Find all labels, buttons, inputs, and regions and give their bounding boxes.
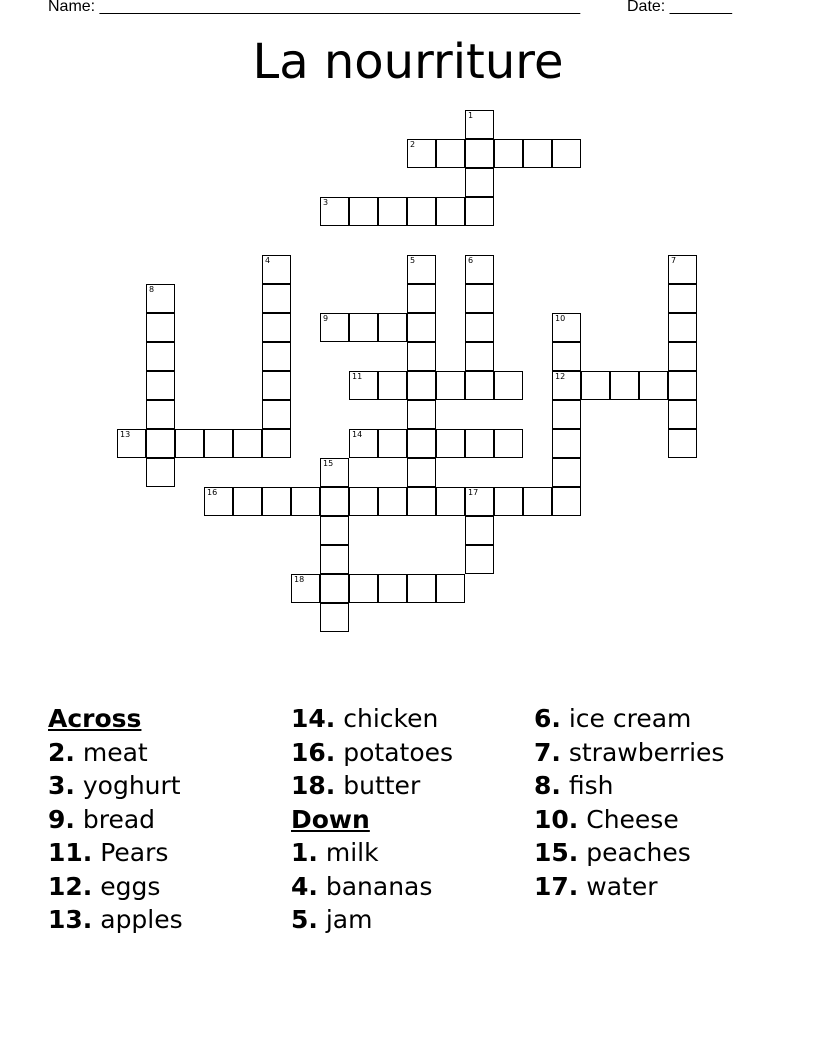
clue-column-3 <box>534 702 724 903</box>
crossword-cell[interactable] <box>262 313 291 342</box>
clue-item-number: 16. <box>291 737 336 767</box>
clue-item-text: strawberries <box>560 737 725 767</box>
crossword-cell[interactable] <box>204 429 233 458</box>
crossword-cell[interactable] <box>349 197 378 226</box>
crossword-cell[interactable] <box>465 545 494 574</box>
clue-number-4: 4 <box>265 256 271 265</box>
clue-item-number: 6. <box>534 704 561 733</box>
crossword-cell[interactable] <box>436 139 465 168</box>
crossword-cell[interactable] <box>436 574 465 603</box>
clue-item-number: 10. <box>534 804 579 834</box>
clue-item-text: water <box>578 871 658 901</box>
crossword-cell[interactable] <box>349 313 378 342</box>
crossword-cell[interactable] <box>407 342 436 371</box>
crossword-cell[interactable] <box>320 197 349 226</box>
crossword-cell[interactable] <box>349 487 378 516</box>
crossword-cell[interactable] <box>262 255 291 284</box>
crossword-cell[interactable] <box>175 429 204 458</box>
clue-item <box>291 736 453 770</box>
crossword-cell[interactable] <box>320 574 349 603</box>
crossword-cell[interactable] <box>610 371 639 400</box>
crossword-cell[interactable] <box>552 313 581 342</box>
clue-item-number: 9. <box>48 804 75 834</box>
crossword-cell[interactable] <box>320 545 349 574</box>
clue-item-number: 17. <box>534 871 579 901</box>
clue-number-13: 13 <box>120 430 131 439</box>
crossword-cell[interactable] <box>378 487 407 516</box>
name-field-label: Name: ______________________________________________________ <box>48 0 581 15</box>
clue-number-15: 15 <box>323 459 334 468</box>
clue-number-8: 8 <box>149 285 155 294</box>
crossword-cell[interactable] <box>407 255 436 284</box>
clue-item-text: fish <box>560 771 614 800</box>
clue-item-text: bananas <box>317 871 433 901</box>
clue-item-text: jam <box>317 905 373 934</box>
clue-item-number: 11. <box>48 838 93 867</box>
clue-item <box>291 903 453 937</box>
crossword-cell[interactable] <box>378 371 407 400</box>
clue-number-3: 3 <box>323 198 329 207</box>
crossword-cell[interactable] <box>668 342 697 371</box>
clue-number-6: 6 <box>468 256 474 265</box>
clue-item <box>48 736 183 770</box>
crossword-cell[interactable] <box>668 313 697 342</box>
clue-item <box>48 870 183 904</box>
crossword-cell[interactable] <box>436 371 465 400</box>
crossword-cell[interactable] <box>552 458 581 487</box>
clue-item-number: 2. <box>48 737 75 767</box>
crossword-cell[interactable] <box>552 429 581 458</box>
crossword-cell[interactable] <box>494 487 523 516</box>
crossword-cell[interactable] <box>668 255 697 284</box>
crossword-cell[interactable] <box>465 429 494 458</box>
clue-item-number: 3. <box>48 771 75 800</box>
crossword-cell[interactable] <box>146 400 175 429</box>
clue-item-text: yoghurt <box>74 771 181 800</box>
crossword-cell[interactable] <box>494 371 523 400</box>
clue-item-number: 13. <box>48 905 93 934</box>
crossword-cell[interactable] <box>262 342 291 371</box>
clue-item-text: bread <box>74 804 156 834</box>
clue-item-number: 5. <box>291 905 318 934</box>
crossword-cell[interactable] <box>465 284 494 313</box>
crossword-cell[interactable] <box>668 429 697 458</box>
crossword-cell[interactable] <box>407 197 436 226</box>
crossword-cell[interactable] <box>262 284 291 313</box>
crossword-cell[interactable] <box>146 458 175 487</box>
crossword-cell[interactable] <box>233 429 262 458</box>
date-field-label: Date: _______ <box>627 0 732 15</box>
clue-item-text: meat <box>74 737 148 767</box>
crossword-cell[interactable] <box>407 139 436 168</box>
clue-item <box>534 870 724 904</box>
clue-number-1: 1 <box>468 111 474 120</box>
crossword-cell[interactable] <box>465 255 494 284</box>
crossword-cell[interactable] <box>465 342 494 371</box>
crossword-cell[interactable] <box>523 139 552 168</box>
clue-item-text: eggs <box>92 871 161 901</box>
clue-item-text: ice cream <box>560 704 692 733</box>
clue-number-17: 17 <box>468 488 479 497</box>
clue-item <box>291 702 453 736</box>
crossword-cell[interactable] <box>436 487 465 516</box>
clue-item <box>48 803 183 837</box>
crossword-cell[interactable] <box>378 574 407 603</box>
clue-item-number: 14. <box>291 704 336 733</box>
crossword-cell[interactable] <box>465 371 494 400</box>
clue-item-text: milk <box>317 838 379 867</box>
crossword-cell[interactable] <box>320 516 349 545</box>
clue-column-1 <box>48 702 183 937</box>
crossword-cell[interactable] <box>378 197 407 226</box>
crossword-cell[interactable] <box>262 371 291 400</box>
clue-item-text: apples <box>92 905 183 934</box>
crossword-cell[interactable] <box>552 400 581 429</box>
crossword-cell[interactable] <box>494 139 523 168</box>
crossword-cell[interactable] <box>320 313 349 342</box>
crossword-cell[interactable] <box>581 371 610 400</box>
crossword-cell[interactable] <box>494 429 523 458</box>
page-title: La nourriture <box>252 34 564 90</box>
clue-item-number: 12. <box>48 871 93 901</box>
clue-number-16: 16 <box>207 488 218 497</box>
crossword-cell[interactable] <box>262 400 291 429</box>
clue-number-5: 5 <box>410 256 416 265</box>
clue-item <box>48 769 183 803</box>
crossword-cell[interactable] <box>146 342 175 371</box>
crossword-cell[interactable] <box>668 284 697 313</box>
crossword-cell[interactable] <box>436 429 465 458</box>
across-heading: Across <box>48 704 142 733</box>
crossword-cell[interactable] <box>552 342 581 371</box>
clue-item-text: butter <box>335 771 421 800</box>
clue-item <box>534 769 724 803</box>
crossword-cell[interactable] <box>320 458 349 487</box>
clue-item <box>291 769 453 803</box>
clue-item-text: Pears <box>92 838 169 867</box>
crossword-cell[interactable] <box>262 429 291 458</box>
clue-item-number: 15. <box>534 838 579 867</box>
clue-number-2: 2 <box>410 140 416 149</box>
clue-item-number: 1. <box>291 838 318 867</box>
clue-item <box>291 870 453 904</box>
clue-number-11: 11 <box>352 372 363 381</box>
clue-number-12: 12 <box>555 372 566 381</box>
clue-number-10: 10 <box>555 314 566 323</box>
crossword-cell[interactable] <box>349 371 378 400</box>
crossword-cell[interactable] <box>465 110 494 139</box>
crossword-cell[interactable] <box>552 487 581 516</box>
crossword-cell[interactable] <box>407 458 436 487</box>
clue-number-9: 9 <box>323 314 329 323</box>
crossword-cell[interactable] <box>465 168 494 197</box>
crossword-cell[interactable] <box>146 371 175 400</box>
crossword-cell[interactable] <box>639 371 668 400</box>
crossword-cell[interactable] <box>552 371 581 400</box>
crossword-cell[interactable] <box>668 400 697 429</box>
crossword-cell[interactable] <box>407 429 436 458</box>
crossword-cell[interactable] <box>465 197 494 226</box>
crossword-cell[interactable] <box>117 429 146 458</box>
crossword-cell[interactable] <box>523 487 552 516</box>
crossword-cell[interactable] <box>465 313 494 342</box>
clue-column-2 <box>291 702 453 937</box>
crossword-cell[interactable] <box>465 516 494 545</box>
crossword-cell[interactable] <box>204 487 233 516</box>
clue-item-number: 4. <box>291 871 318 901</box>
crossword-cell[interactable] <box>436 197 465 226</box>
clue-item-number: 18. <box>291 771 336 800</box>
crossword-cell[interactable] <box>146 429 175 458</box>
crossword-cell[interactable] <box>407 371 436 400</box>
clue-number-14: 14 <box>352 430 363 439</box>
clue-number-18: 18 <box>294 575 305 584</box>
down-heading: Down <box>291 804 370 834</box>
crossword-cell[interactable] <box>291 574 320 603</box>
crossword-cell[interactable] <box>552 139 581 168</box>
crossword-cell[interactable] <box>146 284 175 313</box>
crossword-cell[interactable] <box>465 139 494 168</box>
crossword-cell[interactable] <box>262 487 291 516</box>
crossword-cell[interactable] <box>378 313 407 342</box>
clue-item <box>48 903 183 937</box>
clue-item <box>534 803 724 837</box>
clue-item <box>534 836 724 870</box>
crossword-cell[interactable] <box>320 487 349 516</box>
clue-item-text: peaches <box>578 838 691 867</box>
clue-item <box>534 736 724 770</box>
clue-item <box>48 836 183 870</box>
crossword-cell[interactable] <box>378 429 407 458</box>
clue-item-text: potatoes <box>335 737 454 767</box>
clue-item-text: Cheese <box>578 804 679 834</box>
crossword-cell[interactable] <box>407 487 436 516</box>
clue-item <box>291 836 453 870</box>
clue-item-number: 8. <box>534 771 561 800</box>
crossword-cell[interactable] <box>465 487 494 516</box>
crossword-cell[interactable] <box>668 371 697 400</box>
clue-number-7: 7 <box>671 256 677 265</box>
crossword-cell[interactable] <box>407 400 436 429</box>
crossword-cell[interactable] <box>233 487 262 516</box>
crossword-cell[interactable] <box>146 313 175 342</box>
crossword-cell[interactable] <box>320 603 349 632</box>
crossword-cell[interactable] <box>349 574 378 603</box>
clue-item <box>534 702 724 736</box>
crossword-cell[interactable] <box>407 574 436 603</box>
clue-item-number: 7. <box>534 737 561 767</box>
crossword-cell[interactable] <box>407 284 436 313</box>
crossword-cell[interactable] <box>291 487 320 516</box>
crossword-cell[interactable] <box>407 313 436 342</box>
crossword-cell[interactable] <box>349 429 378 458</box>
clue-item-text: chicken <box>335 704 439 733</box>
